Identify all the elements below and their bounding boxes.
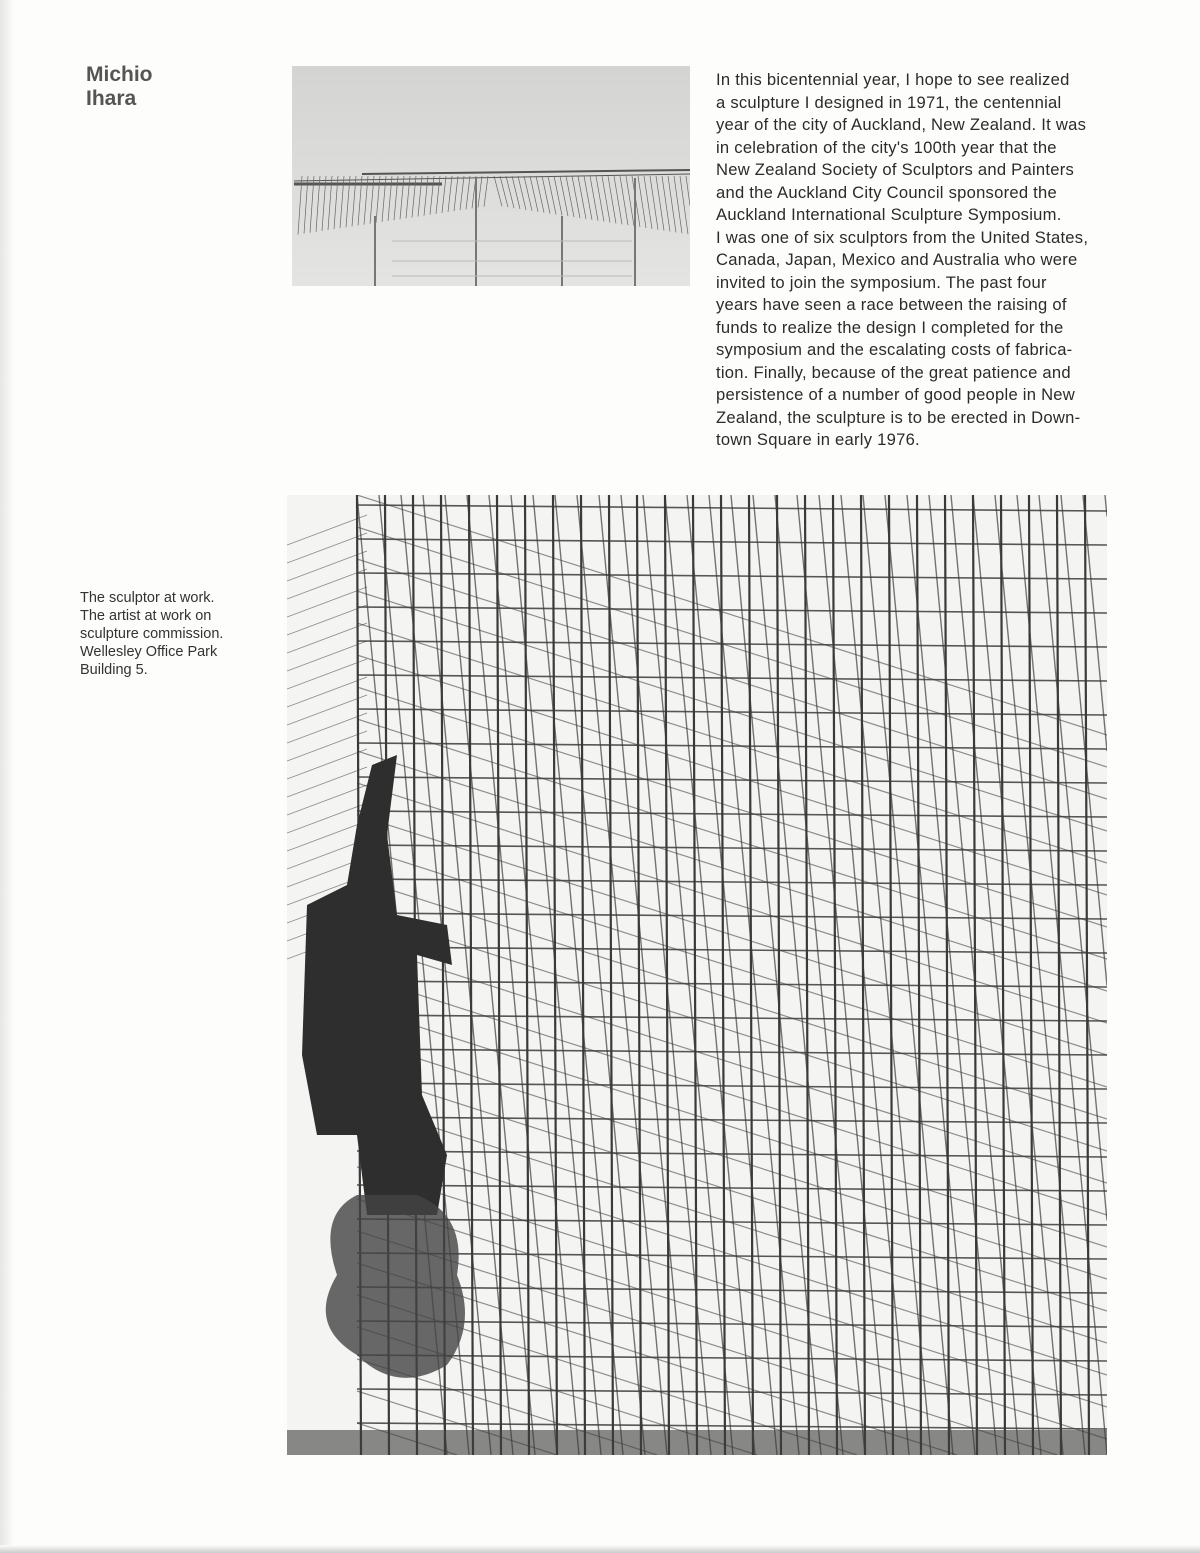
artist-name-heading: [86, 63, 153, 111]
text-line: Auckland International Sculpture Symposium.: [716, 205, 1062, 224]
text-line: Zealand, the sculpture is to be erected in Down-: [716, 407, 1081, 427]
caption-line: The sculptor at work.: [80, 590, 215, 606]
caption-line: Wellesley Office Park: [80, 644, 218, 660]
text-line: town Square in early 1976.: [716, 430, 920, 449]
text-line: year of the city of Auckland, New Zealand. It was: [716, 115, 1087, 134]
caption-line: sculpture commission.: [80, 626, 224, 642]
text-line: years have seen a race between the raising of: [716, 295, 1067, 314]
text-line: in celebration of the city's 100th year that the: [716, 137, 1057, 157]
page-bottom-edge: [0, 1545, 1200, 1553]
page-edge-shadow: [0, 0, 14, 1553]
heading-line: Ihara: [86, 87, 137, 110]
sculptor-at-work-photo: [287, 495, 1107, 1455]
text-line: symposium and the escalating costs of fabrica-: [716, 340, 1073, 359]
text-line: Canada, Japan, Mexico and Australia who were: [716, 250, 1078, 269]
text-line: and the Auckland City Council sponsored the: [716, 182, 1057, 202]
text-line: invited to join the symposium. The past four: [716, 272, 1047, 292]
artist-statement: [716, 69, 1126, 452]
text-line: funds to realize the design I completed for the: [716, 317, 1064, 337]
text-line: New Zealand Society of Sculptors and Painters: [716, 160, 1075, 179]
sculpture-model-photo: [292, 66, 690, 286]
text-line: I was one of six sculptors from the United States,: [716, 227, 1089, 247]
text-line: In this bicentennial year, I hope to see realized: [716, 70, 1070, 89]
caption-line: Building 5.: [80, 662, 148, 678]
text-line: persistence of a number of good people in New: [716, 385, 1076, 404]
caption-line: The artist at work on: [80, 608, 212, 624]
heading-line: Michio: [86, 63, 153, 86]
text-line: tion. Finally, because of the great patience and: [716, 362, 1071, 382]
photo-caption: [80, 589, 223, 679]
text-line: a sculpture I designed in 1971, the centennial: [716, 92, 1062, 112]
